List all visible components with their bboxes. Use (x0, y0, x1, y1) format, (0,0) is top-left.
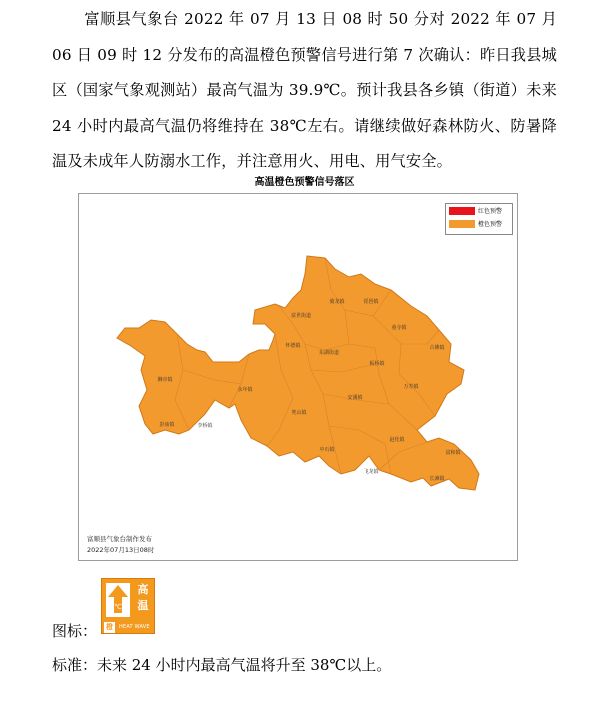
town-label: 安溪镇 (347, 395, 363, 401)
thermometer-icon (106, 583, 130, 617)
town-label: 李桥镇 (197, 423, 213, 429)
town-label: 富和镇 (445, 450, 461, 456)
celsius-symbol: ℃ (114, 603, 122, 611)
high-temperature-orange-warning-icon (101, 578, 155, 634)
map-footer-time: 2022年07月13日08时 (87, 546, 155, 554)
legend-swatch-orange (449, 220, 475, 228)
legend-item-red (446, 204, 512, 217)
town-label: 中石镇 (319, 447, 335, 453)
warning-map (78, 193, 518, 561)
town-label: 东湖街道 (318, 350, 340, 356)
town-label: 狮市镇 (157, 377, 173, 383)
legend-swatch-red (449, 207, 475, 215)
town-label: 怀德镇 (285, 343, 301, 349)
warning-text: 富顺县气象台 2022 年 07 月 13 日 08 时 50 分对 2022 年 07 月 06 日 09 时 12 分发布的高温橙色预警信号进行第 7 次确认：昨日我县城区（国家气象观测站）最高气温为 39.9℃。预计我县各乡镇（街道）未来 24 小时内最高气温仍将维持在 38℃左右。请继续做好森林防火、防暑降温及未成年人防溺水工作，并注意用火、用电、用气安全。 (52, 10, 557, 170)
icon-text-cn: 高温 (137, 583, 149, 612)
town-label: 童寺镇 (391, 325, 407, 331)
county-region (117, 256, 479, 490)
map-title: 高温橙色预警信号落区 (254, 177, 355, 188)
town-label: 富世街道 (290, 313, 312, 319)
warning-paragraph (52, 2, 557, 180)
standard-text: 标准：未来 24 小时内最高气温将升至 38℃以上。 (52, 656, 392, 674)
county-map-svg (79, 194, 519, 562)
icon-text-en: HEAT WAVE (119, 624, 150, 630)
town-label: 板桥镇 (369, 361, 385, 367)
town-label: 赵化镇 (389, 437, 405, 443)
town-label: 彭庙镇 (159, 422, 175, 428)
town-label: 古佛镇 (429, 345, 445, 351)
icon-label: 图标： (52, 622, 98, 640)
icon-bottom-bar (102, 621, 154, 633)
map-footer-issuer: 富顺县气象台制作发布 (87, 535, 152, 543)
town-label: 长滩镇 (429, 476, 445, 482)
legend-label-orange: 橙色预警 (478, 221, 503, 228)
town-label: 飞龙镇 (363, 469, 379, 475)
icon-color-char: 橙 (106, 622, 113, 631)
town-label: 永年镇 (237, 387, 253, 393)
map-legend (445, 203, 513, 235)
legend-label-red: 红色预警 (478, 208, 503, 215)
town-label: 琵琶镇 (363, 299, 379, 305)
town-label: 兜山镇 (291, 410, 307, 416)
town-label: 万寿镇 (403, 384, 419, 390)
town-label: 骑龙镇 (329, 299, 345, 305)
legend-item-orange (446, 217, 512, 230)
